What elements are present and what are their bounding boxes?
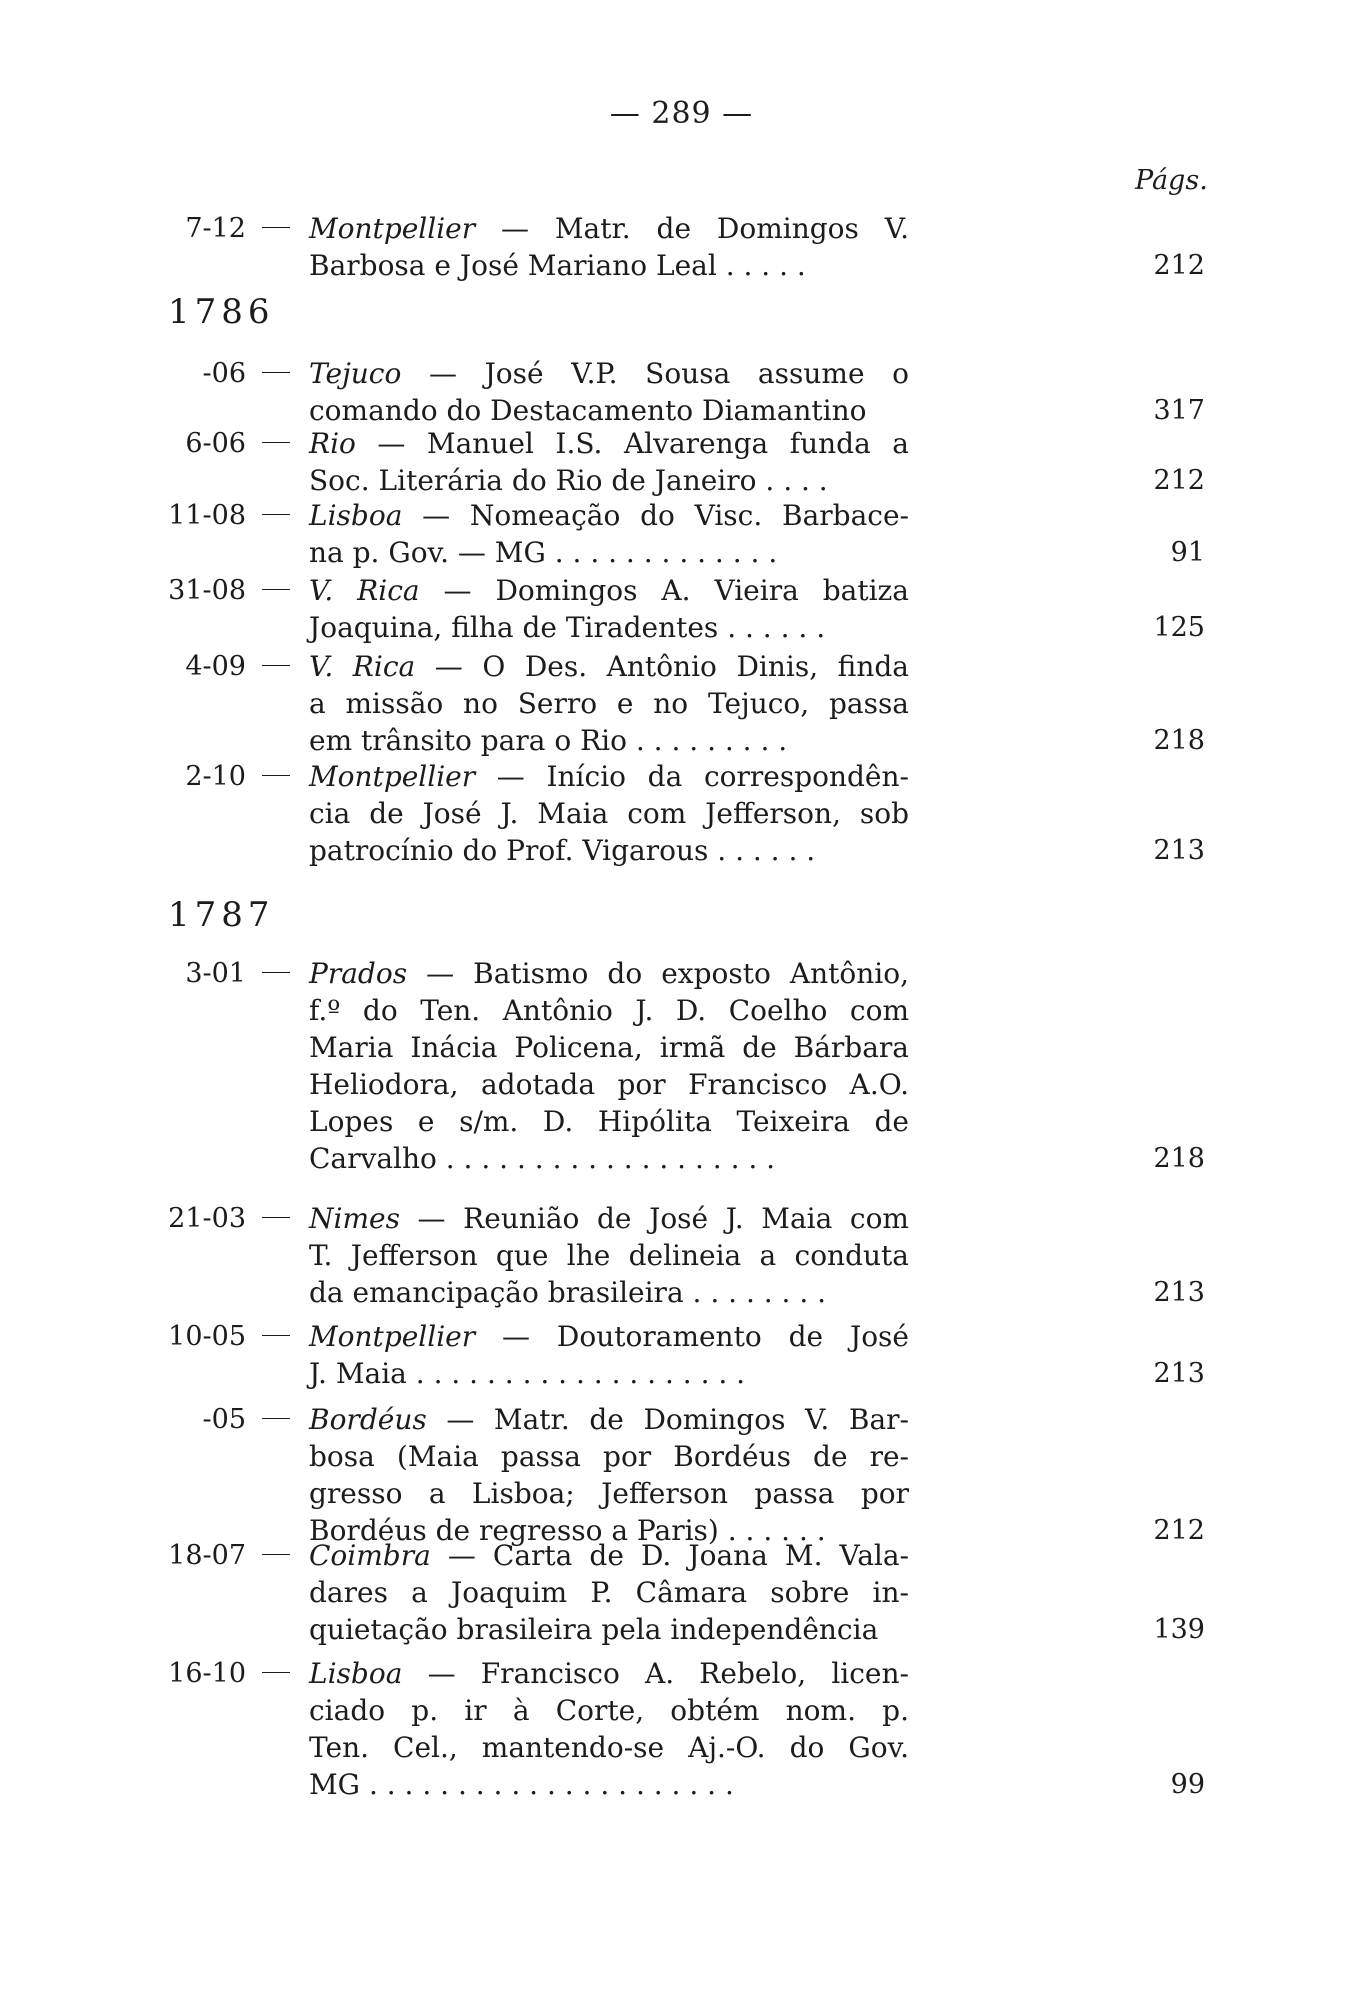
entry-line: f.º do Ten. Antônio J. D. Coelho com [309,994,909,1027]
entry-line: Coimbra — Carta de D. Joana M. Vala- [309,1539,909,1572]
entry-line: Lopes e s/m. D. Hipólita Teixeira de [309,1105,909,1138]
entry-line: Heliodora, adotada por Francisco A.O. [309,1068,909,1101]
entry-text [309,1200,909,1311]
year-heading: 1786 [168,292,275,332]
entry-line: Tejuco — José V.P. Sousa assume o [309,357,909,390]
entry-line: Bordéus de regresso a Paris) . . . . . . [309,1514,826,1547]
entry-line: ciado p. ir à Corte, obtém nom. p. [309,1694,909,1727]
entry-text [309,1537,909,1648]
entry-line: J. Maia . . . . . . . . . . . . . . . . . . . [309,1357,746,1390]
entry-place: Montpellier [309,212,476,245]
entry-dash [262,1217,290,1218]
entry-date: 6-06 [185,428,246,459]
entry-place: Lisboa [309,1657,403,1690]
entry-page-number: 139 [1153,1614,1205,1645]
entry-dash [262,972,290,973]
entry-text [309,572,909,646]
entry-date: 31-08 [168,575,246,606]
entry-text [309,355,909,429]
entry-line: Soc. Literária do Rio de Janeiro . . . . [309,464,828,497]
entry-page-number: 212 [1153,465,1205,496]
entry-dash [262,1418,290,1419]
year-heading: 1787 [168,895,275,935]
entry-dash [262,1335,290,1336]
entry-place: Prados [309,957,408,990]
entry-page-number: 317 [1153,395,1205,426]
entry-date: 2-10 [185,761,246,792]
entry-line: gresso a Lisboa; Jefferson passa por [309,1477,909,1510]
entry-text [309,955,909,1177]
entry-line: Ten. Cel., mantendo-se Aj.-O. do Gov. [309,1731,909,1764]
entry-place: Lisboa [309,499,403,532]
entry-dash [262,775,290,776]
entry-text [309,210,909,284]
entry-text [309,1318,909,1392]
entry-dash [262,1672,290,1673]
entry-place: Nimes [309,1202,400,1235]
entry-text [309,497,909,571]
entry-place: V. Rica [309,650,416,683]
entry-date: 21-03 [168,1203,246,1234]
entry-line: em trânsito para o Rio . . . . . . . . . [309,724,788,757]
entry-line: T. Jefferson que lhe delineia a conduta [309,1239,909,1272]
entry-line: da emancipação brasileira . . . . . . . . [309,1276,827,1309]
entry-line: V. Rica — O Des. Antônio Dinis, finda [309,650,909,683]
entry-page-number: 125 [1153,612,1205,643]
entry-dash [262,514,290,515]
entry-text [309,1655,909,1803]
entry-line: bosa (Maia passa por Bordéus de re- [309,1440,909,1473]
entry-place: Montpellier [309,1320,476,1353]
entry-dash [262,442,290,443]
pags-column-label: Págs. [1135,165,1208,196]
entry-date: 4-09 [185,651,246,682]
entry-line: MG . . . . . . . . . . . . . . . . . . . . . [309,1768,734,1801]
entry-dash [262,589,290,590]
entry-line: Montpellier — Matr. de Domingos V. [309,212,909,245]
entry-page-number: 212 [1153,250,1205,281]
entry-text [309,648,909,759]
entry-line: Lisboa — Francisco A. Rebelo, licen- [309,1657,909,1690]
entry-text [309,1401,909,1549]
entry-date: -05 [202,1404,246,1435]
entry-line: Lisboa — Nomeação do Visc. Barbace- [309,499,909,532]
entry-date: -06 [202,358,246,389]
entry-line: a missão no Serro e no Tejuco, passa [309,687,909,720]
entry-line: Joaquina, filha de Tiradentes . . . . . . [309,611,826,644]
entry-line: Maria Inácia Policena, irmã de Bárbara [309,1031,909,1064]
entry-line: Carvalho . . . . . . . . . . . . . . . . . . . [309,1142,776,1175]
entry-line: Montpellier — Doutoramento de José [309,1320,909,1353]
entry-text [309,425,909,499]
entry-line: cia de José J. Maia com Jefferson, sob [309,797,909,830]
entry-page-number: 212 [1153,1515,1205,1546]
entry-page-number: 213 [1153,1358,1205,1389]
entry-line: Bordéus — Matr. de Domingos V. Bar- [309,1403,909,1436]
entry-date: 3-01 [185,958,246,989]
entry-page-number: 218 [1153,1143,1205,1174]
entry-dash [262,372,290,373]
entry-date: 7-12 [185,213,246,244]
entry-place: Rio [309,427,356,460]
entry-line: Rio — Manuel I.S. Alvarenga funda a [309,427,909,460]
entry-line: dares a Joaquim P. Câmara sobre in- [309,1576,909,1609]
entry-dash [262,227,290,228]
entry-page-number: 99 [1170,1769,1205,1800]
entry-place: V. Rica [309,574,420,607]
entry-date: 10-05 [168,1321,246,1352]
entry-line: Barbosa e José Mariano Leal . . . . . [309,249,806,282]
entry-line: Prados — Batismo do exposto Antônio, [309,957,909,990]
entry-place: Bordéus [309,1403,427,1436]
entry-date: 16-10 [168,1658,246,1689]
entry-text [309,758,909,869]
entry-date: 18-07 [168,1540,246,1571]
entry-dash [262,1554,290,1555]
entry-place: Coimbra [309,1539,431,1572]
page-number: — 289 — [609,96,754,131]
entry-line: Montpellier — Início da correspondên- [309,760,909,793]
entry-page-number: 213 [1153,835,1205,866]
entry-page-number: 213 [1153,1277,1205,1308]
entry-line: patrocínio do Prof. Vigarous . . . . . . [309,834,816,867]
entry-page-number: 218 [1153,725,1205,756]
entry-line: Nimes — Reunião de José J. Maia com [309,1202,909,1235]
entry-place: Tejuco [309,357,402,390]
entry-date: 11-08 [168,500,246,531]
entry-line: quietação brasileira pela independência [309,1613,879,1646]
entry-line: na p. Gov. — MG . . . . . . . . . . . . . [309,536,778,569]
entry-dash [262,665,290,666]
entry-page-number: 91 [1170,537,1205,568]
entry-place: Montpellier [309,760,476,793]
entry-line: comando do Destacamento Diamantino [309,394,867,427]
entry-line: V. Rica — Domingos A. Vieira batiza [309,574,909,607]
